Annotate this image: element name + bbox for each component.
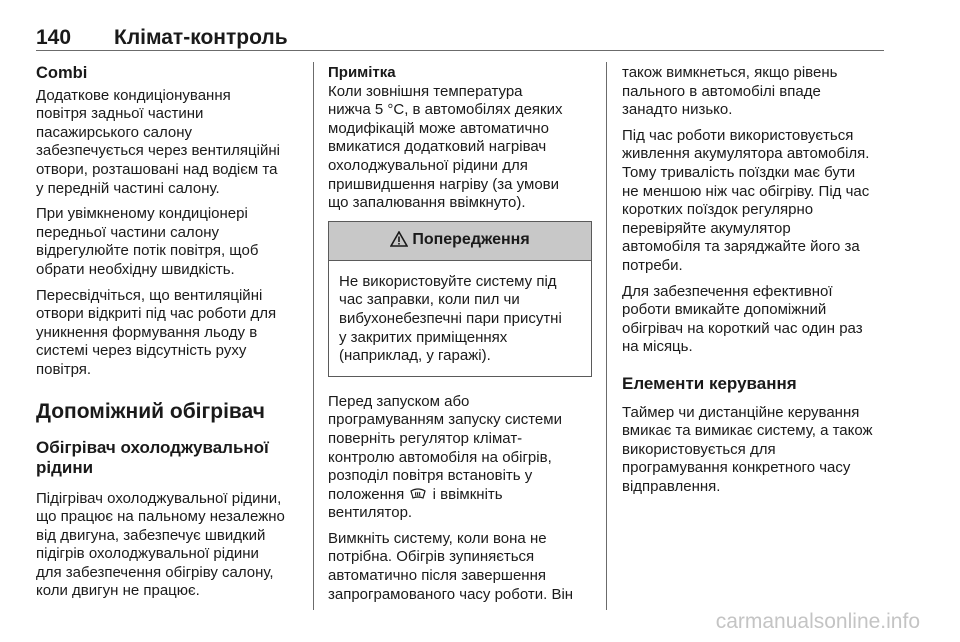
column-divider-1 (313, 62, 314, 610)
fuel-low-paragraph: також вимкнеться, якщо рівень пального в автомобілі впаде занадто низько. (622, 64, 838, 119)
note-title: Примітка (328, 64, 396, 81)
note-text: Коли зовнішня температура нижча 5 °C, в автомобілях деяких модифікацій може автоматично вмикатися додатковий нагрівач охолоджувальної рідини для пришвидшення нагріву (за умови що запалювання ввімкнуто). (328, 82, 563, 212)
watermark-text: carmanualsonline.info (715, 610, 920, 633)
warning-header (329, 222, 591, 261)
battery-paragraph: Під час роботи використовується живлення акумулятора автомобіля. Тому тривалість поїздки має бути не меншою ніж час обігріву. Під час коротких поїздок регулярно перевіряйте акумулятор автомобіля та заряджайте його за потреби. (622, 126, 870, 274)
windshield-defrost-icon (410, 487, 426, 501)
warning-title: Попередження (412, 231, 530, 249)
chapter-title: Клімат-контроль (114, 26, 288, 49)
header-divider (36, 50, 884, 51)
warning-triangle-icon (390, 231, 408, 250)
section-heading-aux-heater: Допоміжний обігрівач (36, 399, 265, 423)
controls-paragraph: Таймер чи дистанційне керування вмикає та вимикає систему, а також використовується для програмування конкретного часу відправлення. (622, 403, 873, 495)
warning-box (328, 221, 592, 377)
before-start-text-end: і ввімкніть вентилятор. (328, 485, 503, 522)
page-header (36, 24, 885, 52)
monthly-use-paragraph: Для забезпечення ефективної роботи вмикайте допоміжний обігрівач на короткий час один раз на місяць. (622, 282, 863, 356)
column-divider-2 (606, 62, 607, 610)
coolant-heater-paragraph: Підігрівач охолоджувальної рідини, що працює на пальному незалежно від двигуна, забезпечує швидкий підігрів охолоджувальної рідини для забезпечення обігріву салону, коли двигун не працює. (36, 489, 285, 600)
column-3 (622, 64, 886, 503)
controls-heading: Елементи керування (622, 373, 797, 393)
warning-text: Не використовуйте систему під час заправки, коли пил чи вибухонебезпечні пари присутні у закритих приміщеннях (наприклад, у гаражі). (339, 272, 562, 365)
column-2 (328, 64, 592, 611)
page-number: 140 (36, 26, 72, 49)
subsection-heading-coolant-heater: Обігрівач охолоджувальної рідини (36, 437, 269, 477)
switch-off-paragraph: Вимкніть систему, коли вона не потрібна. Обігрів зупиняється автоматично після завершення запрограмованого часу роботи. Він (328, 529, 574, 603)
before-start-paragraph (328, 393, 592, 523)
combi-heading: Combi (36, 64, 88, 82)
combi-paragraph-1: Додаткове кондиціонування повітря задньої частини пасажирського салону забезпечується через вентиляційні отвори, розташовані над водієм та у передній частині салону. (36, 86, 280, 197)
column-1 (36, 64, 300, 608)
combi-paragraph-2: При увімкненому кондиціонері передньої частини салону відрегулюйте потік повітря, щоб обрати необхідну швидкість. (36, 205, 259, 278)
combi-paragraph-3: Пересвідчіться, що вентиляційні отвори відкриті під час роботи для уникнення формування льоду в системі через відсутність руху повітря. (36, 286, 277, 378)
before-start-text: Перед запуском або програмуванням запуску системи поверніть регулятор клімат- контролю автомобіля на обігрів, розподіл повітря встановіть у положення (328, 392, 562, 503)
